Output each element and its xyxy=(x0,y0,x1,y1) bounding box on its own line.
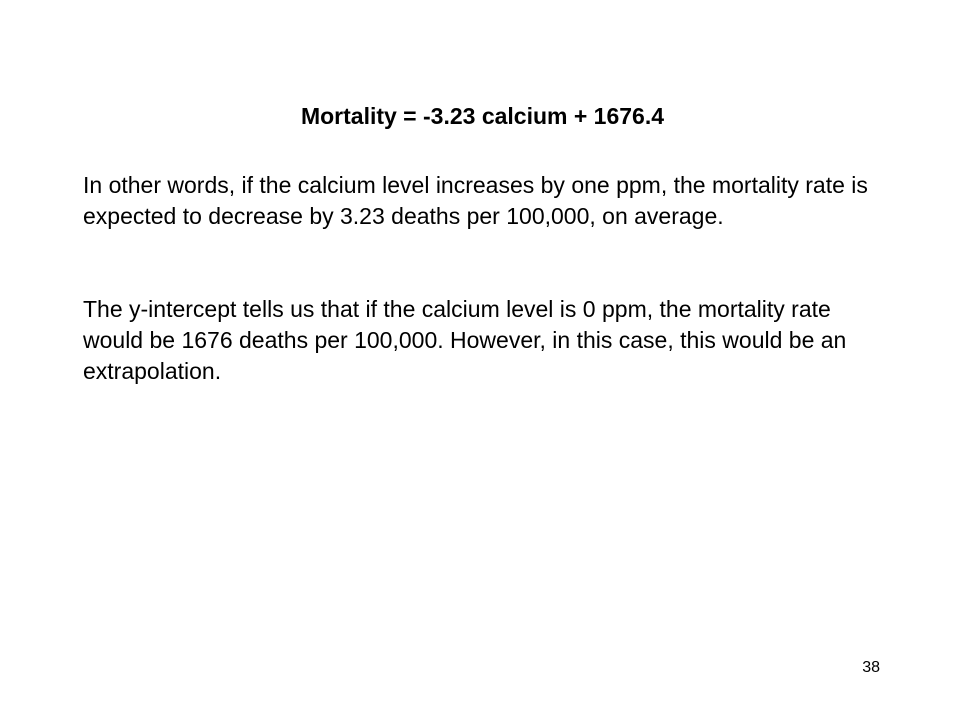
regression-equation: Mortality = -3.23 calcium + 1676.4 xyxy=(300,103,665,129)
slope-interpretation-paragraph: In other words, if the calcium level increases by one ppm, the mortality rate is expected to decrease by 3.23 deaths per 100,000, on average. xyxy=(83,172,868,229)
slide-number: 38 xyxy=(862,659,880,676)
intercept-interpretation-paragraph: The y-intercept tells us that if the calcium level is 0 ppm, the mortality rate would be 1676 deaths per 100,000. However, in this case, this would be an extrapolation. xyxy=(83,296,847,384)
